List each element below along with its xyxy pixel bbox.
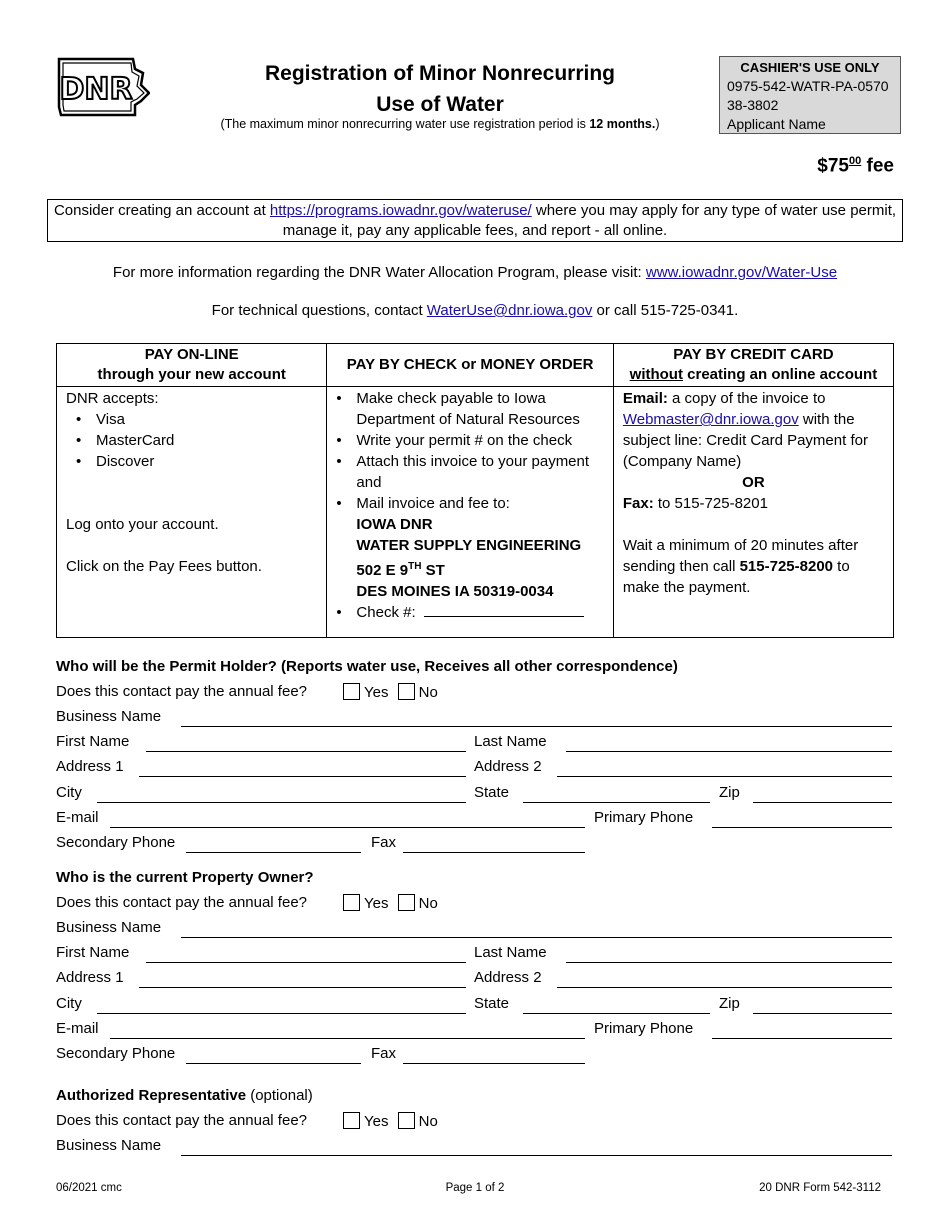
property-owner-city-field[interactable] xyxy=(97,1013,466,1014)
form-title xyxy=(200,58,680,120)
online-step-login: Log onto your account. xyxy=(66,516,219,533)
permit-holder-email-field[interactable] xyxy=(110,827,585,828)
credit-email-instructions: Email: a copy of the invoice to Webmaster@dnr.iowa.gov with the subject line: Credit Card Payment for (Company Name) xyxy=(622,390,868,470)
representative-pays-fee-options: Yes No xyxy=(343,1112,438,1130)
property-owner-secondary-phone-label: Secondary Phone xyxy=(56,1045,176,1062)
pay-online-cell: DNR accepts: • Visa • MasterCard • Discover Log onto your account. Click on the Pay Fees button. xyxy=(57,387,327,638)
permit-holder-no-checkbox[interactable] xyxy=(398,683,415,700)
property-owner-fax-label: Fax xyxy=(371,1045,397,1062)
check-number-field[interactable] xyxy=(424,602,584,617)
representative-yes-checkbox[interactable] xyxy=(343,1112,360,1129)
registration-period-note: (The maximum minor nonrecurring water use registration period is 12 months.) xyxy=(220,117,660,131)
representative-business-name-label: Business Name xyxy=(56,1137,162,1154)
property-owner-heading: Who is the current Property Owner? xyxy=(56,869,314,886)
cashier-sub-code: 38-3802 xyxy=(727,97,779,113)
representative-business-name-field[interactable] xyxy=(181,1155,892,1156)
program-info-line: For more information regarding the DNR Water Allocation Program, please visit: www.iowadnr.gov/Water-Use xyxy=(112,264,838,281)
permit-holder-secondary-phone-field[interactable] xyxy=(186,852,361,853)
permit-holder-address2-field[interactable] xyxy=(557,776,892,777)
title-line-1: Registration of Minor Nonrecurring xyxy=(264,62,615,85)
title-line-2: Use of Water xyxy=(376,93,504,116)
pay-check-header: PAY BY CHECK or MONEY ORDER xyxy=(327,344,613,387)
permit-holder-secondary-phone-label: Secondary Phone xyxy=(56,834,176,851)
property-owner-pays-fee-options: Yes No xyxy=(343,894,438,912)
online-step-pay-fees: Click on the Pay Fees button. xyxy=(66,558,262,575)
credit-fax: Fax: to 515-725-8201 xyxy=(622,495,768,512)
dnr-logo xyxy=(55,55,150,117)
card-visa: Visa xyxy=(96,411,125,428)
property-owner-email-label: E-mail xyxy=(56,1020,99,1037)
water-use-website-link[interactable]: www.iowadnr.gov/Water-Use xyxy=(645,264,838,281)
property-owner-email-field[interactable] xyxy=(110,1038,585,1039)
property-owner-state-field[interactable] xyxy=(523,1013,710,1014)
representative-heading: Authorized Representative (optional) xyxy=(56,1087,313,1104)
property-owner-city-label: City xyxy=(56,995,82,1012)
cashier-heading: CASHIER'S USE ONLY xyxy=(740,60,880,75)
pay-check-cell: • Make check payable to Iowa Department of Natural Resources • Write your permit # on the check • Attach this invoice to your payment and • Mail invoice and fee to: IOWA DNR WATER SUPPLY ENGINEERING 502 E 9TH ST DES MOINES IA 50319-0034 • Check #: xyxy=(327,387,613,638)
permit-holder-primary-phone-label: Primary Phone xyxy=(594,809,694,826)
pay-credit-header: PAY BY CREDIT CARD without creating an online account xyxy=(613,344,893,387)
representative-no-checkbox[interactable] xyxy=(398,1112,415,1129)
property-owner-address1-field[interactable] xyxy=(139,987,466,988)
permit-holder-business-name-field[interactable] xyxy=(181,726,892,727)
property-owner-business-name-field[interactable] xyxy=(181,937,892,938)
permit-holder-yes-checkbox[interactable] xyxy=(343,683,360,700)
permit-holder-fax-field[interactable] xyxy=(403,852,585,853)
permit-holder-zip-label: Zip xyxy=(719,784,740,801)
permit-holder-fax-label: Fax xyxy=(371,834,397,851)
property-owner-no-checkbox[interactable] xyxy=(398,894,415,911)
permit-holder-last-name-label: Last Name xyxy=(474,733,547,750)
cashier-applicant-name: Applicant Name xyxy=(727,116,826,132)
permit-holder-heading: Who will be the Permit Holder? (Reports water use, Receives all other correspondence) xyxy=(56,658,678,675)
permit-holder-business-name-label: Business Name xyxy=(56,708,162,725)
card-mastercard: MasterCard xyxy=(96,432,175,449)
account-notice-box: Consider creating an account at https://programs.iowadnr.gov/wateruse/ where you may apply for any type of water use permit, manage it, pay any applicable fees, and report - all online. xyxy=(47,199,903,242)
permit-holder-pays-fee-options: Yes No xyxy=(343,683,438,701)
permit-holder-zip-field[interactable] xyxy=(753,802,892,803)
cashier-use-box xyxy=(719,56,901,134)
footer-form-number: 20 DNR Form 542-3112 xyxy=(759,1182,881,1194)
property-owner-first-name-label: First Name xyxy=(56,944,130,961)
property-owner-state-label: State xyxy=(474,995,510,1012)
permit-holder-pays-fee-label: Does this contact pay the annual fee? xyxy=(56,683,308,700)
footer-revision: 06/2021 cmc xyxy=(56,1182,122,1194)
representative-pays-fee-label: Does this contact pay the annual fee? xyxy=(56,1112,308,1129)
property-owner-first-name-field[interactable] xyxy=(146,962,466,963)
pay-online-header: PAY ON-LINE through your new account xyxy=(57,344,327,387)
pay-credit-cell xyxy=(613,387,893,638)
property-owner-last-name-field[interactable] xyxy=(566,962,892,963)
permit-holder-city-label: City xyxy=(56,784,82,801)
property-owner-business-name-label: Business Name xyxy=(56,919,162,936)
wateruse-email-link[interactable]: WaterUse@dnr.iowa.gov xyxy=(426,302,593,319)
property-owner-yes-checkbox[interactable] xyxy=(343,894,360,911)
footer-page-number: Page 1 of 2 xyxy=(445,1182,505,1194)
webmaster-email-link[interactable]: Webmaster@dnr.iowa.gov xyxy=(622,411,799,428)
permit-holder-email-label: E-mail xyxy=(56,809,99,826)
property-owner-pays-fee-label: Does this contact pay the annual fee? xyxy=(56,894,308,911)
payment-options-table xyxy=(56,343,894,638)
property-owner-primary-phone-label: Primary Phone xyxy=(594,1020,694,1037)
card-list: • Visa • MasterCard • Discover xyxy=(76,411,175,470)
permit-holder-first-name-field[interactable] xyxy=(146,751,466,752)
card-discover: Discover xyxy=(96,453,155,470)
credit-or: OR xyxy=(742,474,765,491)
property-owner-primary-phone-field[interactable] xyxy=(712,1038,892,1039)
permit-holder-first-name-label: First Name xyxy=(56,733,130,750)
property-owner-fax-field[interactable] xyxy=(403,1063,585,1064)
cashier-account-code: 0975-542-WATR-PA-0570 xyxy=(727,78,889,94)
permit-holder-last-name-field[interactable] xyxy=(566,751,892,752)
permit-holder-primary-phone-field[interactable] xyxy=(712,827,892,828)
technical-contact-line: For technical questions, contact WaterUse@dnr.iowa.gov or call 515-725-0341. xyxy=(211,302,739,319)
mailing-address: IOWA DNR WATER SUPPLY ENGINEERING 502 E 9TH ST DES MOINES IA 50319-0034 xyxy=(356,516,582,600)
property-owner-address2-label: Address 2 xyxy=(474,969,542,986)
wateruse-portal-link[interactable]: https://programs.iowadnr.gov/wateruse/ xyxy=(269,202,532,219)
property-owner-address2-field[interactable] xyxy=(557,987,892,988)
property-owner-last-name-label: Last Name xyxy=(474,944,547,961)
property-owner-address1-label: Address 1 xyxy=(56,969,124,986)
permit-holder-city-field[interactable] xyxy=(97,802,466,803)
permit-holder-address2-label: Address 2 xyxy=(474,758,542,775)
permit-holder-state-label: State xyxy=(474,784,510,801)
svg-text:DNR: DNR xyxy=(59,72,133,107)
property-owner-zip-field[interactable] xyxy=(753,1013,892,1014)
credit-wait-instructions: Wait a minimum of 20 minutes after sending then call 515-725-8200 to make the payment. xyxy=(622,537,859,596)
property-owner-zip-label: Zip xyxy=(719,995,740,1012)
property-owner-secondary-phone-field[interactable] xyxy=(186,1063,361,1064)
permit-holder-address1-label: Address 1 xyxy=(56,758,124,775)
permit-holder-address1-field[interactable] xyxy=(139,776,466,777)
fee-amount: $\$75^{00}$ fee xyxy=(817,155,894,177)
permit-holder-state-field[interactable] xyxy=(523,802,710,803)
